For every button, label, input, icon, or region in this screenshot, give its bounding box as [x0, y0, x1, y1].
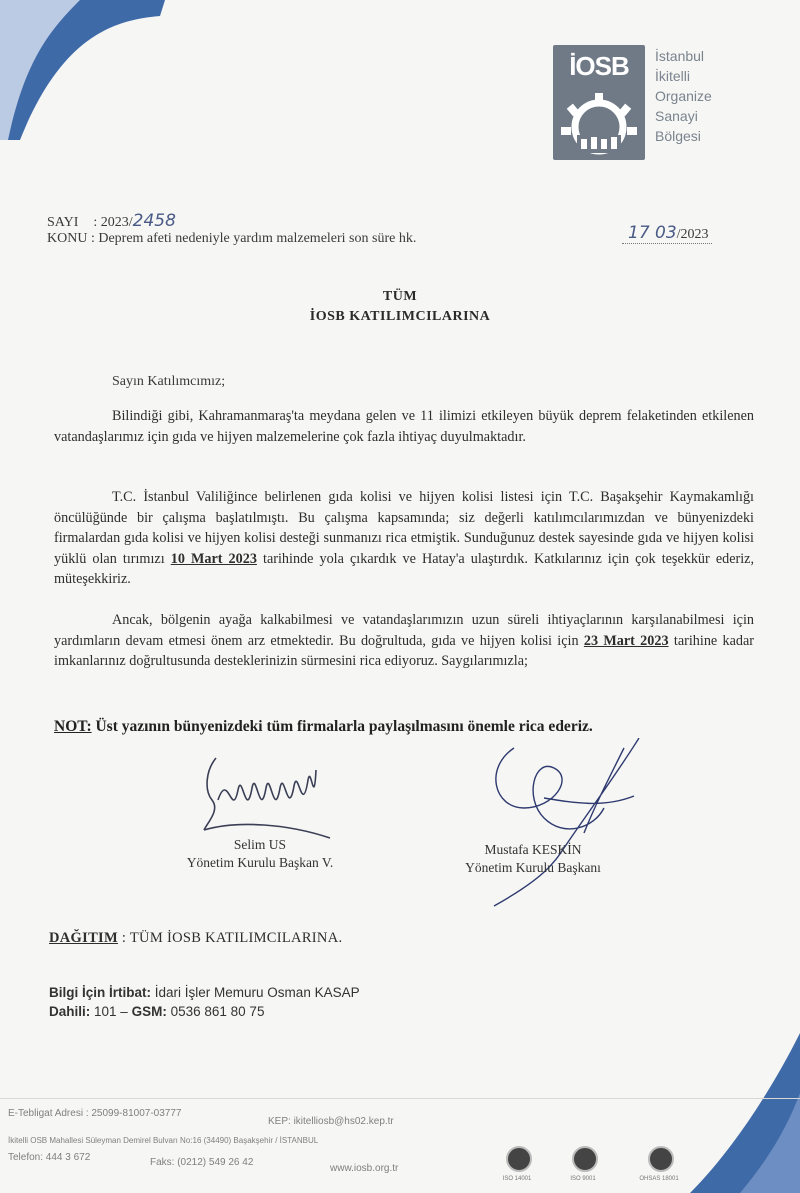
- sayi-value: : 2023/: [93, 215, 133, 230]
- date-handwritten: 17 03: [628, 223, 677, 243]
- contact-value: İdari İşler Memuru Osman KASAP: [154, 985, 360, 1000]
- org-line-3: Organize: [655, 88, 712, 104]
- recipient-line-2: İOSB KATILIMCILARINA: [309, 309, 491, 324]
- corner-decoration-bottom-right: [680, 1033, 800, 1193]
- signature-right: [484, 738, 664, 908]
- footer-telefon: Telefon: 444 3 672: [8, 1152, 91, 1163]
- note-label: NOT:: [54, 718, 92, 735]
- right-signer-title: Yönetim Kurulu Başkanı: [465, 860, 601, 875]
- phone-line: [49, 1004, 264, 1019]
- org-line-2: İkitelli: [655, 68, 691, 84]
- paragraph-2: [54, 487, 754, 590]
- cert-label-1: ISO 14001: [502, 1176, 532, 1182]
- footer-faks: Faks: (0212) 549 26 42: [150, 1157, 254, 1168]
- konu-label: KONU: [47, 231, 88, 246]
- paragraph-1-text: Bilindiği gibi, Kahramanmaraş'ta meydana gelen ve 11 ilimizi etkileyen büyük deprem felaketinden etkilenen vatandaşlarımız için gıda ve hijyen malzemelerine çok fazla ihtiyaç duyulmaktadır.: [54, 408, 754, 445]
- cert-label-3: OHSAS 18001: [639, 1176, 679, 1182]
- paragraph-3-date: 23 Mart 2023: [583, 632, 669, 649]
- paragraph-2-text-a: T.C. İstanbul Valiliğince belirlenen gıda kolisi ve hijyen kolisi listesi için T.C. Başakşehir Kaymakamlığı öncülüğünde bir çalışma başlatılmıştı. Bu çalışma kapsamında; siz değerli katılımcılarımızdan ve bünyenizdeki firmalardan gıda kolisi ve hijyen kolisi desteği sunmanızı rica etmiştik. Sunduğunuz destek sayesinde gıda ve hijyen kolisi yüklü olan tırımızı: [54, 489, 754, 567]
- logo-text: İOSB: [569, 51, 629, 81]
- paragraph-2-date: 10 Mart 2023: [170, 550, 257, 567]
- paragraph-3: [54, 610, 754, 672]
- distribution-value: : TÜM İOSB KATILIMCILARINA.: [121, 930, 343, 946]
- org-name-lines: [655, 46, 712, 146]
- org-line-1: İstanbul: [655, 48, 705, 64]
- date-suffix: /2023: [676, 227, 709, 242]
- contact-label: Bilgi İçin İrtibat:: [49, 985, 152, 1000]
- footer-address: İkitelli OSB Mahallesi Süleyman Demirel Bulvarı No:16 (34490) Başakşehir / İSTANBUL: [8, 1136, 319, 1145]
- left-signer-title: Yönetim Kurulu Başkan V.: [186, 855, 334, 870]
- gsm-label: GSM:: [131, 1004, 167, 1019]
- cert-label-2: ISO 9001: [570, 1176, 596, 1182]
- paragraph-1: [54, 406, 754, 447]
- right-signer-name: Mustafa KESKİN: [484, 842, 582, 857]
- gear-icon: [559, 87, 639, 155]
- distribution-line: [49, 930, 342, 947]
- cert-iso9001-icon: [572, 1146, 598, 1172]
- footer-etebligat: E-Tebligat Adresi : 25099-81007-03777: [8, 1108, 182, 1119]
- sayi-handwritten: 2458: [132, 211, 176, 231]
- left-signer-name: Selim US: [233, 837, 287, 852]
- cert-iso14001-icon: [506, 1146, 532, 1172]
- footer-web: www.iosb.org.tr: [330, 1163, 399, 1174]
- contact-line: [49, 985, 360, 1000]
- corner-decoration-top-left: [0, 0, 170, 140]
- sayi-label: SAYI: [47, 215, 79, 230]
- note-text: Üst yazının bünyenizdeki tüm firmalarla paylaşılmasını önemle rica ederiz.: [95, 718, 593, 735]
- iosb-logo: [553, 45, 645, 160]
- konu-value: : Deprem afeti nedeniyle yardım malzemeleri son süre hk.: [90, 231, 417, 246]
- paragraph-2-text-b: tarihinde yola çıkardık ve Hatay'a ulaştırdık. Katkılarınız için çok teşekkür ederiz, müteşekkiriz.: [54, 550, 755, 587]
- paragraph-3-text-a: Ancak, bölgenin ayağa kalkabilmesi ve vatandaşlarımızın uzun süreli ihtiyaçlarının karşılanabilmesi için yardımların devam etmesi önem arz etmektedir. Bu doğrultuda, gıda ve hijyen kolisi için: [54, 612, 754, 649]
- distribution-label: DAĞITIM: [49, 930, 118, 946]
- paragraph-3-text-b: tarihine kadar imkanlarınız doğrultusunda desteklerinizin sürmesini rica ediyoruz. Saygılarımızla;: [54, 632, 755, 669]
- org-line-4: Sanayi: [655, 108, 698, 124]
- salutation: Sayın Katılımcımız;: [112, 374, 226, 389]
- footer-kep: KEP: ikitelliosb@hs02.kep.tr: [268, 1116, 394, 1127]
- cert-ohsas18001-icon: [648, 1146, 674, 1172]
- date-line: [628, 223, 709, 243]
- note-line: [54, 718, 754, 736]
- org-line-5: Bölgesi: [655, 128, 701, 144]
- date-dotted-line: [622, 243, 712, 244]
- recipient-line-1: TÜM: [382, 289, 418, 304]
- konu-line: [47, 231, 416, 247]
- dahili-label: Dahili:: [49, 1004, 91, 1019]
- footer-divider: [0, 1098, 800, 1099]
- dahili-value: 101 –: [94, 1004, 128, 1019]
- gsm-value: 0536 861 80 75: [170, 1004, 265, 1019]
- sayi-line: [47, 211, 176, 231]
- signature-left: [198, 750, 333, 842]
